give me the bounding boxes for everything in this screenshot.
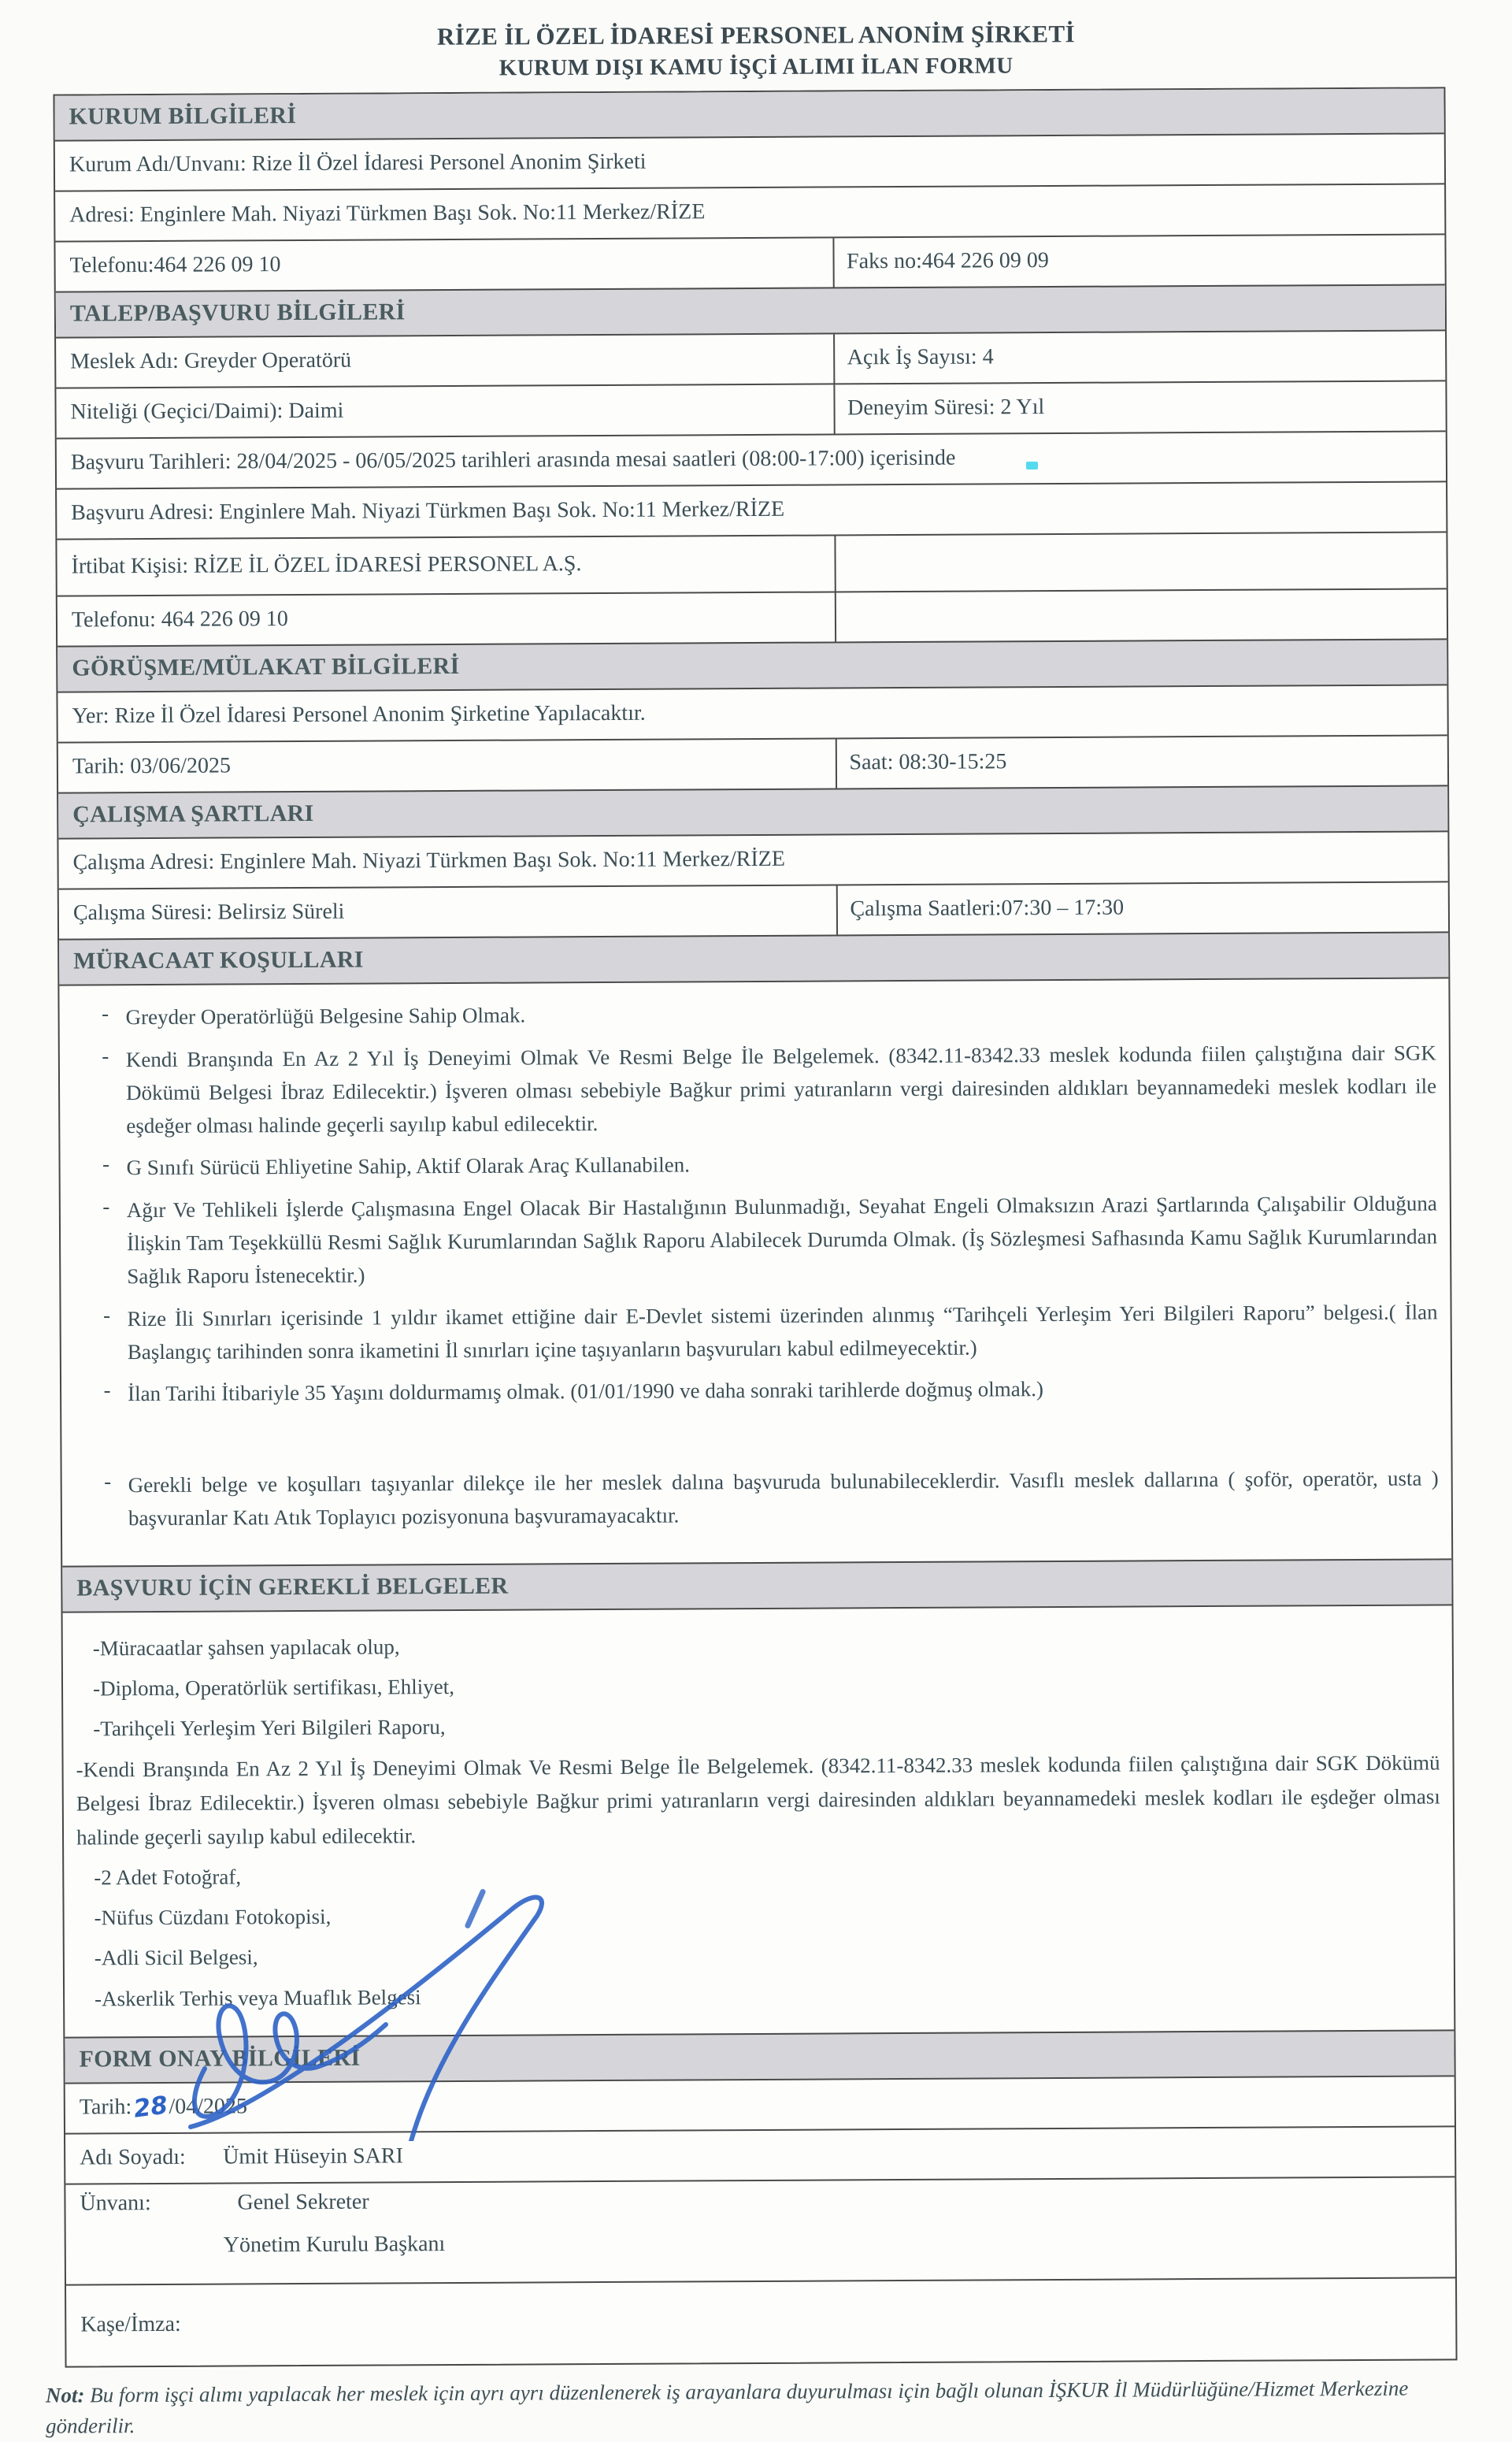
niteligi-text: Niteliği (Geçici/Daimi): Daimi — [70, 398, 344, 425]
adresi-text: Adresi: Enginlere Mah. Niyazi Türkmen Başı Sok. No:11 Merkez/RİZE — [69, 199, 706, 228]
irtibat-text: İrtibat Kişisi: RİZE İL ÖZEL İDARESİ PERSONEL A.Ş. — [71, 551, 582, 579]
list-item: -Diploma, Operatörlük sertifikası, Ehliyet, — [92, 1675, 455, 1701]
row-telefon-faks — [55, 233, 1444, 291]
onay-tarih-label: Tarih: — [79, 2094, 132, 2120]
list-item: -Nüfus Cüzdanı Fotokopisi, — [94, 1905, 332, 1930]
muracaat-item-text: İlan Tarihi İtibariyle 35 Yaşını doldurmamış olmak. (01/01/1990 ve daha sonraki tarihlerde doğmuş olmak.) — [128, 1377, 1044, 1406]
dash-bullet: - — [102, 1152, 110, 1176]
row-tarih-saat — [58, 734, 1447, 792]
row-onay-tarih — [65, 2075, 1455, 2132]
list-item: -Adli Sicil Belgesi, — [94, 1945, 258, 1970]
list-item — [85, 1037, 1440, 1143]
dash-bullet: - — [104, 1469, 112, 1494]
yer-text: Yer: Rize İl Özel İdaresi Personel Anonim Şirketine Yapılacaktır. — [72, 700, 646, 729]
muracaat-kosullari-list — [59, 977, 1451, 1565]
adi-soyadi-label: Adı Soyadı: — [80, 2144, 186, 2170]
row-basvuru-adresi — [57, 481, 1446, 538]
list-item: -2 Adet Fotoğraf, — [94, 1865, 242, 1890]
section-header-form-onay: FORM ONAY BİLGİLERİ — [65, 2029, 1454, 2082]
deneyim-cell — [833, 381, 1446, 433]
muracaat-item-text: Rize İli Sınırları içerisinde 1 yıldır ikamet ettiğine dair E-Devlet sistemi üzerinden alınmış “Tarihçeli Yerleşim Yeri Bilgileri Raporu” belgesi.( İlan Başlangıç tarihinden sonra ikametini İl sınırları içine taşıyanların başvuruları kabul edilmeyecektir.) — [127, 1300, 1438, 1364]
kase-imza-label: Kaşe/İmza: — [80, 2311, 181, 2337]
row-adresi — [55, 183, 1444, 240]
calisma-saatleri-cell — [836, 882, 1448, 934]
row-meslek-acikis — [56, 329, 1445, 387]
row-niteligi-deneyim — [56, 380, 1445, 437]
list-item: -Askerlik Terhis veya Muaflık Belgesi — [94, 1984, 421, 2011]
dash-bullet: - — [103, 1378, 111, 1402]
meslek-text: Meslek Adı: Greyder Operatörü — [70, 347, 352, 374]
muracaat-item-text: Ağır Ve Tehlikeli İşlerde Çalışmasına Engel Olacak Bir Hastalığının Bulunmadığı, Seyahat Engeli Olmaksızın Arazi Şartlarında Çalışabilir Olduğuna İlişkin Tam Teşekküllü Resmi Sağlık Kurumlarından Sağlık Raporu Alabilecek Durumda Olmak. (İş Sözleşmesi Safhasında Kamu Sağlık Kurumlarından Sağlık Raporu İstenecektir.) — [126, 1191, 1438, 1289]
section-header-gerekli-belgeler: BAŞVURU İÇİN GEREKLİ BELGELER — [62, 1558, 1451, 1611]
row-yer — [57, 684, 1447, 741]
document-title-block — [0, 0, 1512, 86]
row-kurum-adi — [55, 132, 1444, 190]
document-title-line2: KURUM DIŞI KAMU İŞÇİ ALIMI İLAN FORMU — [498, 53, 1014, 81]
niteligi-cell — [56, 384, 833, 437]
row-talep-telefon — [57, 588, 1447, 645]
dash-bullet: - — [102, 1303, 111, 1327]
irtibat-empty-cell — [834, 533, 1447, 591]
unvani-line1: Genel Sekreter — [237, 2189, 369, 2215]
calisma-adresi-text: Çalışma Adresi: Enginlere Mah. Niyazi Türkmen Başı Sok. No:11 Merkez/RİZE — [72, 846, 786, 875]
meslek-cell — [56, 334, 833, 387]
gerekli-belgeler-list — [63, 1604, 1455, 2036]
telefon-cell — [55, 238, 832, 291]
footer-note-label: Not: — [45, 2383, 85, 2407]
unvani-line2: Yönetim Kurulu Başkanı — [223, 2231, 446, 2258]
form-table — [53, 87, 1457, 2367]
gorusme-saat-text: Saat: 08:30-15:25 — [849, 749, 1007, 775]
section-header-talep-basvuru: TALEP/BAŞVURU BİLGİLERİ — [56, 284, 1445, 336]
row-adi-soyadi — [65, 2125, 1455, 2183]
telefon-text: Telefonu:464 226 09 10 — [69, 252, 281, 278]
adi-soyadi-value: Ümit Hüseyin SARI — [223, 2143, 403, 2169]
dash-bullet: - — [101, 1001, 109, 1026]
dash-bullet: - — [102, 1044, 109, 1068]
list-item: -Tarihçeli Yerleşim Yeri Bilgileri Raporu, — [93, 1715, 446, 1741]
scan-artifact — [1026, 462, 1038, 469]
section-header-calisma-sartlari: ÇALIŞMA ŞARTLARI — [58, 785, 1447, 837]
footer-note-text: Bu form işçi alımı yapılacak her meslek için ayrı ayrı düzenlenerek iş arayanlara duyurulması için bağlı olunan İŞKUR İl Müdürlüğüne/Hizmet Merkezine gönderilir. — [46, 2376, 1409, 2438]
footer-note — [46, 2373, 1451, 2442]
talep-telefon-cell — [57, 592, 835, 645]
row-basvuru-tarihleri — [57, 430, 1446, 488]
row-calisma-adresi — [58, 830, 1447, 888]
deneyim-text: Deneyim Süresi: 2 Yıl — [847, 395, 1045, 421]
faks-cell — [832, 235, 1445, 287]
list-item: -Müracaatlar şahsen yapılacak olup, — [92, 1635, 400, 1661]
muracaat-item-text: Kendi Branşında En Az 2 Yıl İş Deneyimi Olmak Ve Resmi Belge İle Belgelemek. (8342.11-8342.33 meslek kodunda fiilen çalıştığına dair SGK Dökümü Belgesi İbraz Edilecektir.) İşveren olması sebebiyle Bağkur primi yatıranların vergi dairesinden aldıkları beyannamedeki meslek kodları ile eşdeğer olması halinde geçerli sayılıp kabul edilecektir. — [125, 1041, 1437, 1137]
list-item — [84, 994, 1439, 1034]
talep-telefon-text: Telefonu: 464 226 09 10 — [71, 607, 288, 633]
calisma-saatleri-text: Çalışma Saatleri:07:30 – 17:30 — [850, 895, 1125, 922]
muracaat-item-text: Gerekli belge ve koşulları taşıyanlar dilekçe ile her meslek dalına başvuruda bulunabileceklerdir. Vasıflı meslek dallarına ( şoför, operatör, usta ) başvuranlar Katı Atık Toplayıcı pozisyonuna başvuramayacaktır. — [128, 1466, 1439, 1531]
faks-text: Faks no:464 226 09 09 — [847, 248, 1049, 274]
gorusme-saat-cell — [835, 736, 1447, 788]
onay-tarih-rest: /04/2025 — [169, 2094, 248, 2119]
gorusme-tarih-cell — [58, 739, 836, 792]
list-item-paragraph: -Kendi Branşında En Az 2 Yıl İş Deneyimi Olmak Ve Resmi Belge İle Belgelemek. (8342.11-8342.33 meslek kodunda fiilen çalıştığına dair SGK Dökümü Belgesi İbraz Edilecektir.) İşveren olması sebebiyle Bağkur primi yatıranların vergi dairesinden aldıkları beyannamedeki meslek kodları ile eşdeğer olması halinde geçerli sayılıp kabul edilecektir. — [76, 1750, 1440, 1850]
talep-telefon-empty-cell — [834, 589, 1447, 641]
list-item — [86, 1188, 1441, 1294]
list-item — [86, 1296, 1440, 1369]
muracaat-item-text: G Sınıfı Sürücü Ehliyetine Sahip, Aktif Olarak Araç Kullanabilen. — [126, 1152, 691, 1180]
muracaat-item-text: Greyder Operatörlüğü Belgesine Sahip Olmak. — [125, 1003, 526, 1030]
row-calisma-sure-saat — [59, 881, 1448, 938]
acik-is-text: Açık İş Sayısı: 4 — [847, 344, 994, 370]
section-header-muracaat-kosullari: MÜRACAAT KOŞULLARI — [59, 931, 1448, 984]
list-item — [87, 1371, 1441, 1412]
calisma-sure-text: Çalışma Süresi: Belirsiz Süreli — [72, 899, 345, 926]
section-header-gorusme-mulakat: GÖRÜŞME/MÜLAKAT BİLGİLERİ — [57, 638, 1447, 691]
irtibat-cell — [57, 536, 834, 595]
row-kase-imza — [66, 2277, 1456, 2366]
row-unvani — [65, 2176, 1455, 2284]
list-item — [85, 1145, 1440, 1186]
handwritten-date: 28 — [132, 2091, 170, 2124]
unvani-label: Ünvanı: — [80, 2190, 151, 2216]
section-header-kurum-bilgileri: KURUM BİLGİLERİ — [54, 88, 1443, 139]
list-item — [87, 1463, 1442, 1536]
unvani-value — [223, 2184, 1442, 2258]
calisma-sure-cell — [59, 885, 836, 938]
kurum-adi-text: Kurum Adı/Unvanı: Rize İl Özel İdaresi Personel Anonim Şirketi — [69, 149, 647, 177]
gorusme-tarih-text: Tarih: 03/06/2025 — [72, 753, 232, 779]
document-title-line1: RİZE İL ÖZEL İDARESİ PERSONEL ANONİM ŞİRKETİ — [436, 20, 1076, 50]
dash-bullet: - — [102, 1194, 110, 1219]
acik-is-cell — [833, 331, 1446, 383]
row-irtibat — [57, 531, 1446, 595]
basvuru-adresi-text: Başvuru Adresi: Enginlere Mah. Niyazi Türkmen Başı Sok. No:11 Merkez/RİZE — [71, 496, 785, 525]
basvuru-tarihleri-text: Başvuru Tarihleri: 28/04/2025 - 06/05/2025 tarihleri arasında mesai saatleri (08:00-17:00) içerisinde — [70, 445, 956, 475]
